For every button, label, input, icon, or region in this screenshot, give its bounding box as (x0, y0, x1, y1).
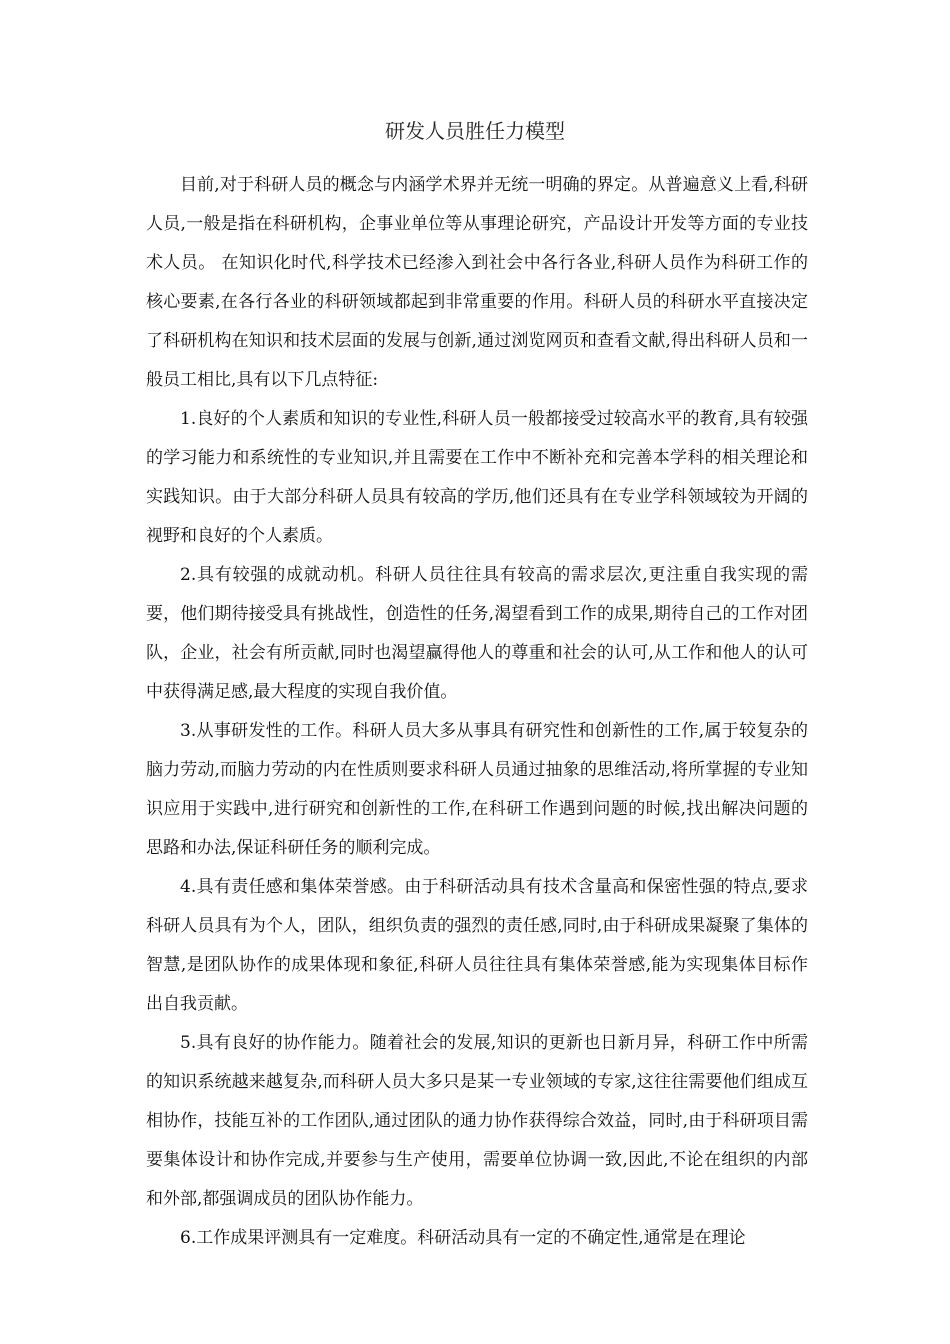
document-title: 研发人员胜任力模型 (385, 119, 565, 143)
document-body (146, 166, 808, 1258)
paragraph-intro: 目前,对于科研人员的概念与内涵学术界并无统一明确的界定。从普遍意义上看,科研人员,一般是指在科研机构，企事业单位等从事理论研究，产品设计开发等方面的专业技术人员。 在知识化时代,科学技术已经渗入到社会中各行各业,科研人员作为科研工作的核心要素,在各行各业的科研领域都起到非常重要的作用。科研人员的科研水平直接决定了科研机构在知识和技术层面的发展与创新,通过浏览网页和查看文献,得出科研人员和一般员工相比,具有以下几点特征: (146, 175, 808, 390)
paragraph-feature-2: 2.具有较强的成就动机。科研人员往往具有较高的需求层次,更注重自我实现的需要，他们期待接受具有挑战性，创造性的任务,渴望看到工作的成果,期待自己的工作对团队，企业，社会有所贡献,同时也渴望赢得他人的尊重和社会的认可,从工作和他人的认可中获得满足感,最大程度的实现自我价值。 (146, 565, 808, 702)
paragraph-feature-5: 5.具有良好的协作能力。随着社会的发展,知识的更新也日新月异，科研工作中所需的知识系统越来越复杂,而科研人员大多只是某一专业领域的专家,这往往需要他们组成互相协作，技能互补的工作团队,通过团队的通力协作获得综合效益，同时,由于科研项目需要集体设计和协作完成,并要参与生产使用，需要单位协调一致,因此,不论在组织的内部和外部,都强调成员的团队协作能力。 (146, 1033, 808, 1209)
paragraph-feature-1: 1.良好的个人素质和知识的专业性,科研人员一般都接受过较高水平的教育,具有较强的学习能力和系统性的专业知识,并且需要在工作中不断补充和完善本学科的相关理论和实践知识。由于大部分科研人员具有较高的学历,他们还具有在专业学科领域较为开阔的视野和良好的个人素质。 (146, 409, 808, 546)
paragraph-feature-6: 6.工作成果评测具有一定难度。科研活动具有一定的不确定性,通常是在理论 (180, 1228, 746, 1248)
paragraph-feature-4: 4.具有责任感和集体荣誉感。由于科研活动具有技术含量高和保密性强的特点,要求科研人员具有为个人，团队，组织负责的强烈的责任感,同时,由于科研成果凝聚了集体的智慧,是团队协作的成果体现和象征,科研人员往往具有集体荣誉感,能为实现集体目标作出自我贡献。 (146, 877, 808, 1014)
paragraph-feature-3: 3.从事研发性的工作。科研人员大多从事具有研究性和创新性的工作,属于较复杂的脑力劳动,而脑力劳动的内在性质则要求科研人员通过抽象的思维活动,将所掌握的专业知识应用于实践中,进行研究和创新性的工作,在科研工作遇到问题的时候,找出解决问题的思路和办法,保证科研任务的顺利完成。 (146, 721, 808, 858)
